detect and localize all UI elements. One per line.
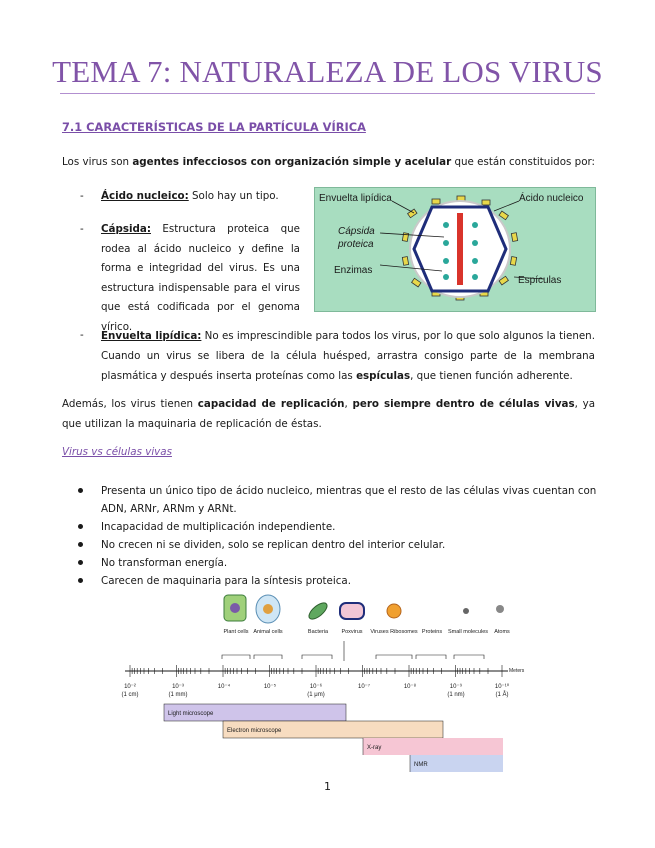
replication-text-end: , ya que utilizan la maquinaria de replicación de éstas. [62,398,596,430]
page-number: 1 [324,780,331,793]
term-envelope: Envuelta lipídica: [101,330,202,342]
bullet-text: Carecen de maquinaria para la síntesis proteica. [101,575,351,587]
dash-marker: - [80,223,84,235]
label-nmr: NMR [414,762,428,768]
list-item [78,482,598,518]
tick-labels [122,683,510,698]
tick-label: 10⁻⁵ [263,684,277,690]
bullet-icon [78,542,83,547]
replication-text: Además, los virus tienen [62,398,198,410]
label-envelope: Envuelta lipídica [319,193,392,204]
title-divider [60,93,595,94]
range-brackets [222,641,484,661]
list-item-capsid [101,220,300,337]
label-spikes: Espículas [518,275,562,286]
bacteria-icon [306,600,329,622]
tick-label: 10⁻² [124,684,136,690]
section-heading: 7.1 CARACTERÍSTICAS DE LA PARTÍCULA VÍRICA [62,120,366,134]
tick-note: (1 Å) [495,692,509,698]
poxvirus-icon [340,603,364,619]
label-small-molecules: Small molecules [447,629,489,635]
list-item [78,572,598,590]
virus-icon [387,604,401,618]
method-bars [164,704,503,772]
size-scale-diagram [120,593,525,773]
tick-label: 10⁻⁷ [357,684,371,690]
tick-note: (1 nm) [447,692,465,698]
item-bold-text: espículas [356,370,411,382]
tick-note: (1 mm) [168,692,188,698]
intro-paragraph [62,152,602,172]
tick-label: 10⁻⁶ [309,684,323,690]
label-poxvirus: Poxvirus [341,629,363,635]
term-nucleic-acid: Ácido nucleico: [101,190,189,202]
intro-bold-text: agentes infecciosos con organización simple y acelular [132,156,452,168]
label-nucleic-acid: Ácido nucleico [519,193,584,204]
tick-note: (1 μm) [307,692,325,698]
plant-nucleus-icon [230,603,240,613]
replication-text-mid: , [344,398,353,410]
replication-bold-2: pero siempre dentro de células vivas [352,398,575,410]
bullet-text: No crecen ni se dividen, solo se replican dentro del interior celular. [101,539,446,551]
bullet-icon [78,578,83,583]
tick-label: 10⁻³ [172,684,184,690]
item-text: No es imprescindible para todos los virus, por lo que solo algunos la tienen. Cuando un virus se libera de la célula huésped, arrastra consigo parte de la membrana plasmática y después inserta proteínas como las [101,330,595,382]
item-text: Estructura proteica que rodea al ácido nucleico y define la forma e integridad del virus. Es una estructura indispensable para el virus que está codificada por el genoma vírico. [101,223,300,333]
bar-xray [363,738,503,755]
bullet-text: Presenta un único tipo de ácido nucleico, mientras que el resto de las células vivas cuentan con ADN, ARNr, ARNm y ARNt. [101,485,597,515]
label-viruses: Viruses Ribosomes [370,629,418,635]
dash-marker: - [80,329,84,341]
label-meters: Meters [509,668,525,674]
label-capsid-2: proteica [338,239,374,250]
label-proteins: Proteins [421,629,443,635]
tick-label: 10⁻⁹ [449,684,463,690]
bullet-icon [78,560,83,565]
animal-nucleus-icon [263,604,273,614]
label-atoms: Atoms [494,629,510,635]
page-title: TEMA 7: NATURALEZA DE LOS VIRUS [52,54,603,89]
object-labels [223,629,510,635]
small-molecule-icon [463,608,469,614]
tick-label: 10⁻¹⁰ [494,684,510,690]
tick-note: (1 cm) [121,692,139,698]
label-enzymes: Enzimas [334,265,373,276]
list-item-nucleic-acid [101,187,301,207]
subsection-heading: Virus vs células vivas [62,446,172,458]
bullet-text: No transforman energía. [101,557,228,569]
tick-label: 10⁻⁴ [217,684,231,690]
label-animal-cells: Animal cells [253,629,283,635]
label-plant-cells: Plant cells [223,629,249,635]
item-text: Solo hay un tipo. [188,190,279,202]
dash-marker: - [80,190,84,202]
list-item [78,536,598,554]
label-capsid-1: Cápsida [338,226,375,237]
term-capsid: Cápsida: [101,223,151,235]
list-item-envelope [101,326,595,386]
label-xray: X-ray [367,745,382,751]
nucleic-acid-strand [457,213,463,285]
atom-icon [496,605,504,613]
list-item [78,554,598,572]
bullet-icon [78,488,83,493]
label-electron-microscope: Electron microscope [227,728,282,734]
label-light-microscope: Light microscope [168,711,214,717]
comparison-list [78,482,598,590]
virus-structure-diagram [314,187,596,312]
bullet-icon [78,524,83,529]
bullet-text: Incapacidad de multiplicación independiente. [101,521,336,533]
organism-icons [224,595,504,623]
intro-text: Los virus son [62,156,133,168]
label-bacteria: Bacteria [307,629,329,635]
item-text-end: , que tienen función adherente. [410,370,573,382]
replication-bold-1: capacidad de replicación [197,398,345,410]
replication-paragraph [62,394,595,434]
list-item [78,518,598,536]
intro-text-end: que están constituidos por: [451,156,596,168]
tick-label: 10⁻⁸ [403,684,417,690]
